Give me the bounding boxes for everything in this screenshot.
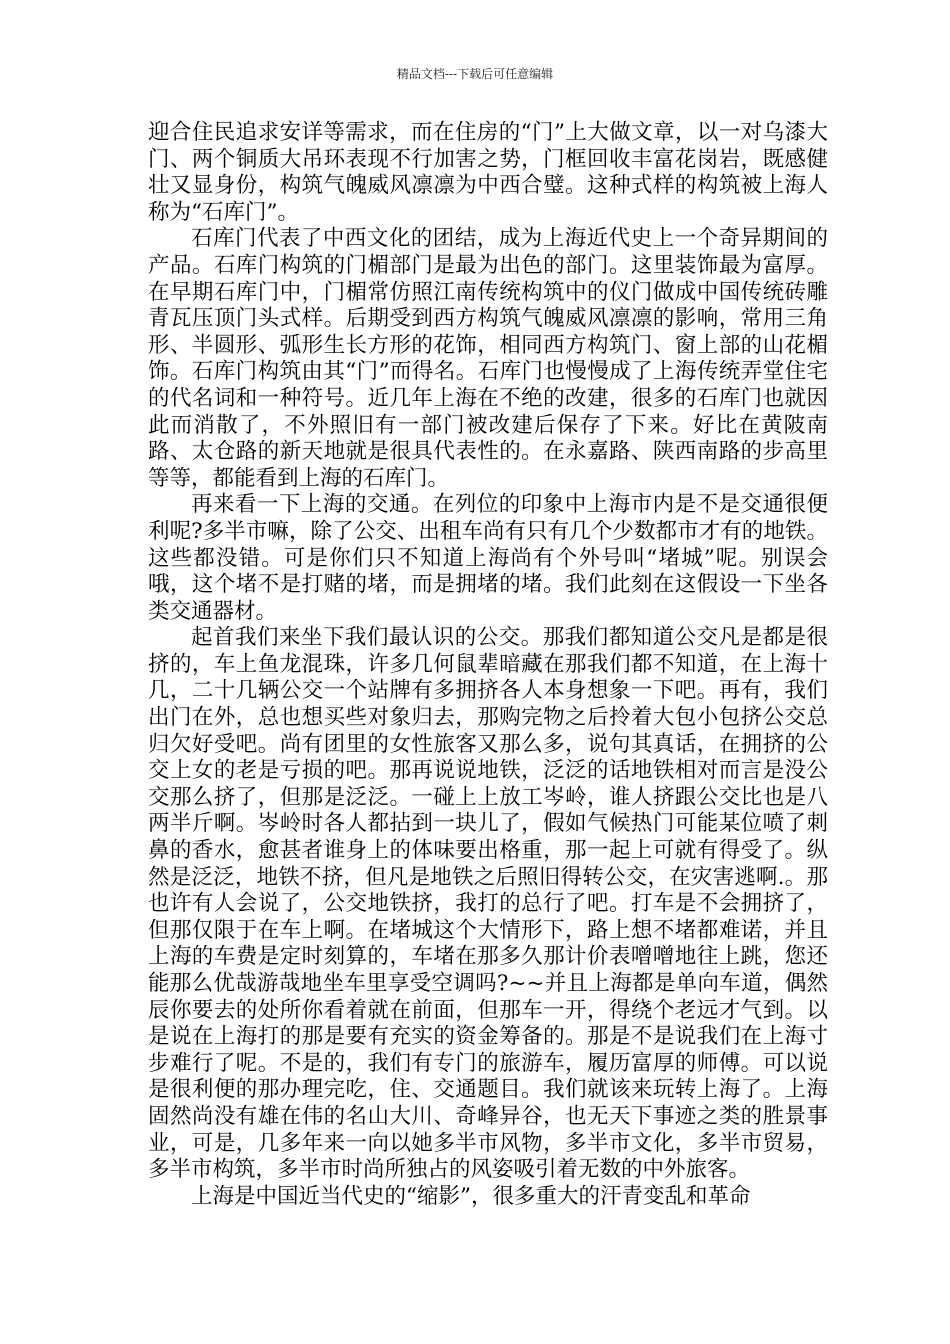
document-body: [148, 120, 828, 1210]
paragraph-4: 起首我们来坐下我们最认识的公交。那我们都知道公交凡是都是很挤的，车上鱼龙混珠，许多几何鼠辈暗藏在那我们都不知道，在上海十几，二十几辆公交一个站牌有多拥挤各人本身想象一下吧。再有，我们出门在外，总也想买些对象归去，那购完物之后拎着大包小包挤公交总归欠好受吧。尚有团里的女性旅客又那么多，说句其真话，在拥挤的公交上女的老是亏损的吧。那再说说地铁，泛泛的话地铁相对而言是没公交那么挤了，但那是泛泛。一碰上上放工岑岭，谁人挤跟公交比也是八两半斤啊。岑岭时各人都拈到一块儿了，假如气候热门可能某位喷了刺鼻的香水，愈甚者谁身上的体味要出格重，那一起上可就有得受了。纵然是泛泛，地铁不挤，但凡是地铁之后照旧得转公交，在灾害逃啊.。那也许有人会说了，公交地铁挤，我打的总行了吧。打车是不会拥挤了，但那仅限于在车上啊。在堵城这个大情形下，路上想不堵都难诺，并且上海的车费是定时刻算的，车堵在那多久那计价表噌噌地往上跳，您还能那么优哉游哉地坐车里享受空调吗?~~并且上海都是单向车道，偶然辰你要去的处所你看着就在前面，但那车一开，得绕个老远才气到。以是说在上海打的那是要有充实的资金筹备的。那是不是说我们在上海寸步难行了呢。不是的，我们有专门的旅游车，履历富厚的师傅。可以说是很利便的那办理完吃，住、交通题目。我们就该来玩转上海了。上海固然尚没有雄在伟的名山大川、奇峰异谷，也无天下事迹之类的胜景事业，可是，几多年来一向以她多半市风物，多半市文化，多半市贸易，多半市构筑，多半市时尚所独占的风姿吸引着无数的中外旅客。: [148, 625, 828, 1183]
page-header: 精品文档---下载后可任意编辑: [396, 67, 554, 81]
paragraph-5: 上海是中国近当代史的“缩影”，很多重大的汗青变乱和革命: [191, 1183, 751, 1209]
paragraph-3: 再来看一下上海的交通。在列位的印象中上海市内是不是交通很便利呢?多半市嘛，除了公交、出租车尚有只有几个少数都市才有的地铁。这些都没错。可是你们只不知道上海尚有个外号叫“堵城”呢。别误会哦，这个堵不是打赌的堵，而是拥堵的堵。我们此刻在这假设一下坐各类交通器材。: [148, 492, 828, 624]
paragraph-2: 石库门代表了中西文化的团结，成为上海近代史上一个奇异期间的产品。石库门构筑的门楣部门是最为出色的部门。这里装饰最为富厚。在早期石库门中，门楣常仿照江南传统构筑中的仪门做成中国传统砖雕青瓦压顶门头式样。后期受到西方构筑气魄威风凛凛的影响，常用三角形、半圆形、弧形生长方形的花饰，相同西方构筑门、窗上部的山花楣饰。石库门构筑由其“门”而得名。石库门也慢慢成了上海传统弄堂住宅的代名词和一种符号。近几年上海在不绝的改建，很多的石库门也就因此而消散了，不外照旧有一部门被改建后保存了下来。好比在黄陂南路、太仓路的新天地就是很具代表性的。在永嘉路、陕西南路的步高里等等，都能看到上海的石库门。: [148, 226, 828, 491]
paragraph-1: 迎合住民追求安详等需求，而在住房的“门”上大做文章，以一对乌漆大门、两个铜质大吊环表现不行加害之势，门框回收丰富花岗岩，既感健壮又显身份，构筑气魄威风凛凛为中西合璧。这种式样的构筑被上海人称为“石库门”。: [148, 120, 828, 225]
